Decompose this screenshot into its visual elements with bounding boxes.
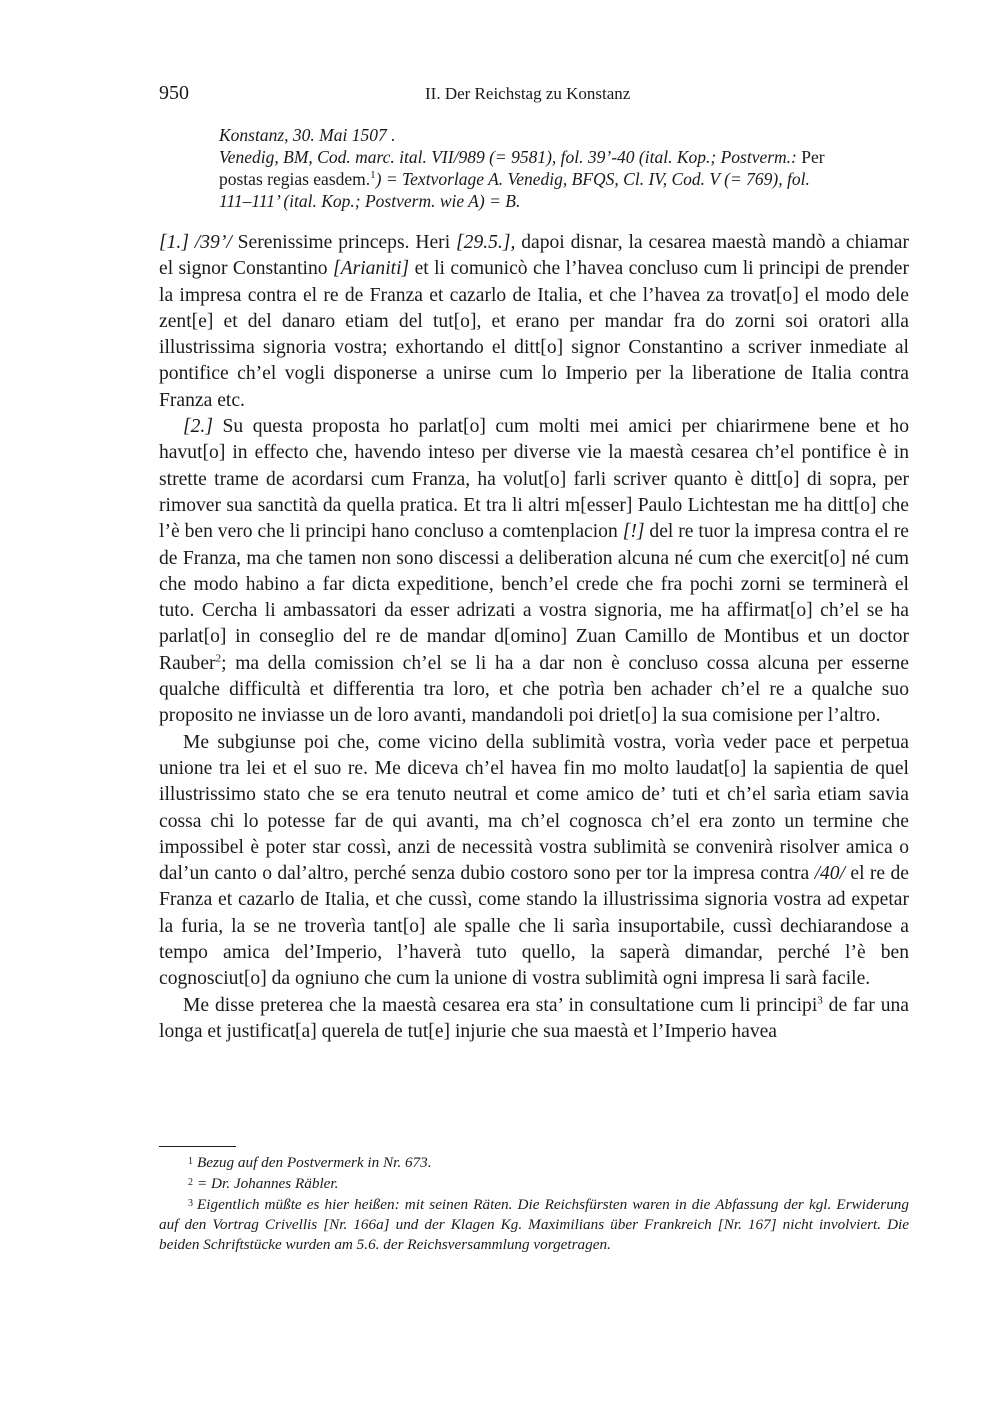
footnote [159, 1173, 909, 1194]
paragraph [159, 230, 909, 414]
footnote [159, 1194, 909, 1255]
footnote-text: Bezug auf den Postvermerk in Nr. 673. [197, 1154, 432, 1171]
source-line [219, 146, 909, 168]
document-head [219, 124, 909, 212]
footnote-ref[interactable]: 2 [215, 652, 222, 665]
source-line [219, 168, 909, 190]
paragraph [159, 730, 909, 993]
paragraph-text: el re de Franza et cazarlo de Italia, et che cussì, come stando la illustrissima signoria vostra ad expetar la furia, la se ne troverìa tant[o] ale spalle che li sarìa insuportabile, cussì dechiarandose a tempo amica del’Imperio, l’haverà tuto quello, la saperà dimandar, perché l’è ben cognosciut[o] da ogniuno che cum la unione di vostra sublimità ogni impresa li sarà facile. [159, 863, 909, 990]
paragraph-text: del re tuor la impresa contra el re de Franza, ma che tamen non sono discessi a deliberation alcuna né cum che exercit[o] né cum che modo habino a far dicta expeditione, bench’el crede che fra pochi zorni se terminerà el tuto. Cercha li ambassatori da esser adrizati a vostra signoria, me ha affirmat[o] ch’el se ha parlat[o] in conseglio del re de mandar d[omino] Zuan Camillo de Montibus et un doctor Rauber [159, 521, 909, 674]
footnote [159, 1152, 909, 1173]
paragraph-text: de far una longa et justificat[a] querela de tut[e] injurie che sua maestà et l’Imperio havea [159, 994, 909, 1042]
footnote-number: 1 [188, 1156, 193, 1167]
paragraph-text: Me disse preterea che la maestà cesarea era sta’ in consultatione cum li principi [183, 994, 818, 1016]
paragraph-text: et li comunicò che l’havea concluso cum li principi de prender la impresa contra el re de Franza et cazarlo de Italia, et che l’havea za trovat[o] el modo dele zent[e] et del danaro etiam del tut[o], et erano per mandar fra do zorni soi oratori alla illustrissima signoria vostra; exhortando el ditt[o] signor Constantino a scriver inmediate al pontifice ch’el vogli disponerse a unirse cum lo Imperio per la liberatione de Italia contra Franza etc. [159, 258, 910, 411]
page-number: 950 [159, 82, 189, 104]
source-text: Venedig, BM, Cod. marc. ital. VII/989 (= 9581), fol. 39’-40 (ital. Kop.; Postverm.: [219, 147, 797, 167]
footnote-number: 3 [188, 1198, 193, 1209]
footnote-text: = Dr. Johannes Räbler. [197, 1175, 339, 1192]
footnote-rule [159, 1146, 236, 1147]
paragraph-text: dapoi disnar, la cesarea maestà mandò a chiamar el signor Constantino [159, 232, 910, 280]
section-marker: [2.] [183, 416, 213, 438]
section-marker: [1.] /39’/ [159, 232, 232, 253]
date-line: Konstanz, 30. Mai 1507 . [219, 125, 396, 145]
editorial-date: [29.5.], [456, 232, 516, 253]
footnote-text: Eigentlich müßte es hier heißen: mit seinen Räten. Die Reichsfürsten waren in die Abfassung der kgl. Erwiderung auf den Vortrag Crivellis [Nr. 166a] und der Klagen Kg. Maximilians über Frankreich [Nr. 167] nicht involviert. Die beiden Schriftstücke wurden am 5.6. der Reichsversammlung vorgetragen. [159, 1196, 909, 1253]
paragraph-text: Me subgiunse poi che, come vicino della sublimità vostra, vorìa veder pace et perpetua unione tra lei et el suo re. Me diceva ch’el havea fin mo molto laudat[o] la sapientia de quel illustrissimo stato che se era tenuto neutral et come amico de’ tuti et ch’el sarìa etiam savia cossa chi lo potesse far de qui avanti, ma ch’el cognosca ch’el era zonto un termine che impossibel è poter star cossì, anzi de necessità vostra sublimità se convenirà risolver amica o dal’un canto o dal’altro, perché senza dubio costoro sono per tor la impresa contra [159, 731, 909, 885]
source-line: 111–111’ (ital. Kop.; Postverm. wie A) = B. [219, 191, 521, 211]
source-text-roman: Per [796, 147, 825, 167]
paragraph-text: Su questa proposta ho parlat[o] cum molti mei amici per chiarirmene bene et ho havut[o] in effecto che, havendo inteso per diverse vie la maestà cesarea ch’el pontifice è in strette trame de acordarsi cum Franza, ha volut[o] farli scriver quanto è ditt[o] di sopra, per rimover sua sanctità da quella pratica. Et tra li altri m[esser] Paulo Lichtestan me ha ditt[o] che l’è ben vero che li principi hano concluso a comtenplacion [159, 416, 909, 543]
footnotes [159, 1152, 909, 1255]
paragraph [159, 414, 909, 730]
source-text-roman: postas regias easdem. [219, 169, 371, 189]
editorial-sic: [!] [622, 521, 645, 543]
paragraph-text: ; ma della comission ch’el se li ha a dar non è concluso cossa alcuna per esserne qualche difficultà et differentia tra loro, et che potrìa ben achader ch’el re a qualche suo proposito ne inviasse un de loro avanti, mandandoli poi driet[o] la sua comisione per l’altro. [159, 652, 909, 727]
footnote-ref[interactable]: 3 [817, 994, 823, 1007]
paragraph [159, 993, 909, 1046]
body-text [159, 230, 909, 1045]
source-text: ) = Textvorlage A. Venedig, BFQS, Cl. IV, Cod. V (= 769), fol. [375, 169, 810, 189]
footnote-ref[interactable]: 1 [370, 169, 376, 182]
running-head: II. Der Reichstag zu Konstanz [425, 84, 631, 103]
editorial-insert: [Arianiti] [332, 258, 410, 280]
footnote-number: 2 [188, 1177, 193, 1188]
folio-marker: /40/ [814, 863, 846, 885]
paragraph-text: Serenissime princeps. Heri [231, 232, 457, 253]
